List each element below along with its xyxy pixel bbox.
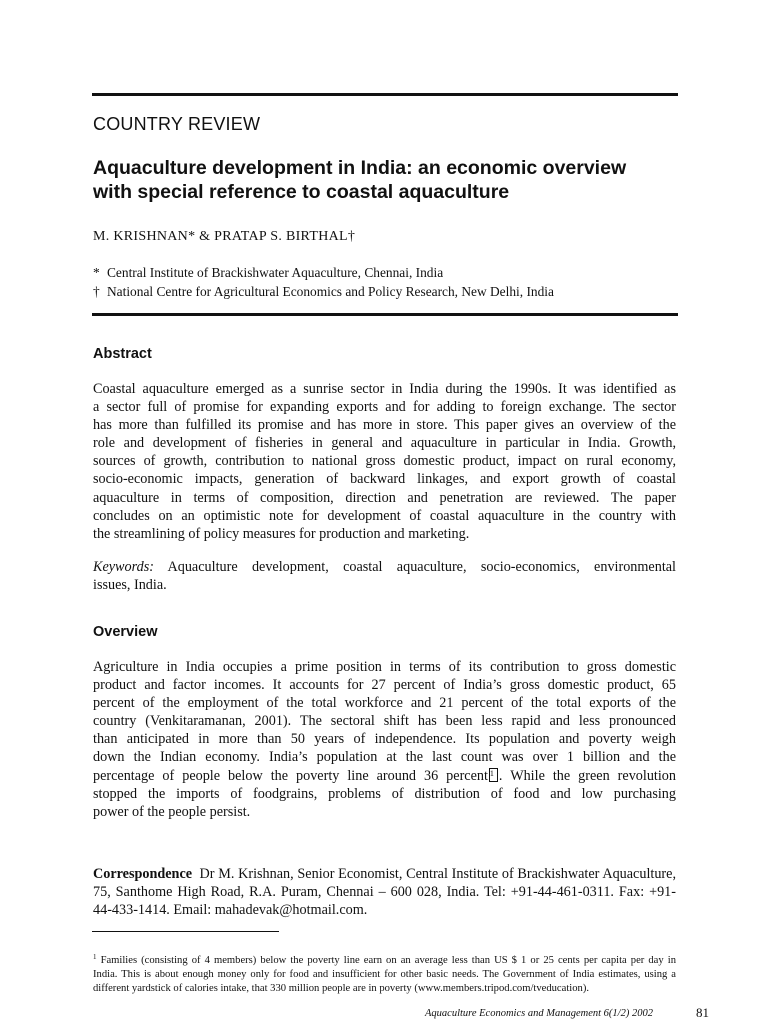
page-number: 81 <box>696 1005 709 1020</box>
header-divider <box>92 313 678 316</box>
overview-text: . While the green revolution <box>498 767 676 784</box>
abstract-line: aquaculture in terms of composition, direction and penetration are reviewed. The paper <box>93 489 676 506</box>
overview-body <box>93 658 676 821</box>
overview-text: percentage of people below the poverty line around 36 percent <box>93 767 488 784</box>
overview-line: country (Venkitaramanan, 2001). The sectoral shift has been less rapid and less pronounced <box>93 713 676 730</box>
keywords-text: Aquaculture development, coastal aquaculture, socio-economics, environmental <box>167 559 677 575</box>
running-footer: Aquaculture Economics and Management 6(1/2) 2002 <box>425 1008 653 1019</box>
affiliation-item <box>93 282 554 301</box>
footnote-reference-link[interactable]: 1 <box>489 768 498 782</box>
footnote-number: 1 <box>93 953 97 961</box>
paper-title <box>93 156 679 204</box>
keywords-line <box>93 558 676 576</box>
section-label: COUNTRY REVIEW <box>93 114 261 134</box>
overview-line: Agriculture in India occupies a prime position in terms of its contribution to gross domestic <box>93 659 676 675</box>
abstract-line: sources of growth, contribution to national gross domestic product, impact on rural economy, <box>93 453 676 470</box>
footnote-line: different yardstick of calories intake, that 330 million people are in poverty (www.members.tripod.com/tveducation). <box>93 983 589 994</box>
abstract-line: a sector full of promise for expanding exports and for adding to foreign exchange. The sector <box>93 399 676 416</box>
affiliation-text: National Centre for Agricultural Economics and Policy Research, New Delhi, India <box>107 284 554 299</box>
overview-line: down the Indian economy. India’s population at the last count was over 1 billion and the <box>93 749 676 766</box>
footnote-line <box>93 950 676 968</box>
correspondence <box>93 865 676 919</box>
footnote-text: Families (consisting of 4 members) below the poverty line earn on an average less than US $ 1 or 25 cents per capita per day in <box>100 955 676 966</box>
affiliation-item <box>93 263 554 282</box>
abstract-line: concludes on an optimistic note for development of coastal aquaculture in the country with <box>93 507 676 524</box>
correspondence-line: 44-433-1414. Email: mahadevak@hotmail.com. <box>93 902 368 919</box>
abstract-line: Coastal aquaculture emerged as a sunrise sector in India during the 1990s. It was identified as <box>93 381 676 397</box>
footnote-line: India. This is about enough money only for food and insufficient for other basic needs. The Government of India estimates, using a <box>93 969 676 980</box>
footnote <box>93 950 676 996</box>
affiliation-text: Central Institute of Brackishwater Aquaculture, Chennai, India <box>107 265 444 280</box>
keywords <box>93 558 676 594</box>
title-line: Aquaculture development in India: an economic overview <box>93 157 627 179</box>
keywords-label: Keywords: <box>93 559 154 575</box>
correspondence-label: Correspondence <box>93 866 193 882</box>
abstract-line: role and development of fisheries in general and aquaculture in particular in India. Growth, <box>93 435 676 452</box>
correspondence-text: Dr M. Krishnan, Senior Economist, Central Institute of Brackishwater Aquaculture, <box>199 866 676 882</box>
footnote-divider <box>92 931 279 932</box>
correspondence-line <box>93 865 676 883</box>
overview-line: stopped the imports of foodgrains, problems of distribution of food and low purchasing <box>93 785 676 802</box>
authors: M. KRISHNAN* & PRATAP S. BIRTHAL† <box>93 229 356 244</box>
affiliation-mark: * <box>93 265 100 280</box>
title-line: with special reference to coastal aquaculture <box>93 181 510 203</box>
abstract-heading: Abstract <box>93 346 152 362</box>
overview-line: percent of the employment of the total workforce and 21 percent of the total exports of the <box>93 695 676 712</box>
abstract-line: has more than fulfilled its promise and has more in store. This paper gives an overview of the <box>93 417 676 434</box>
top-rule <box>92 93 678 96</box>
affiliations <box>93 263 554 301</box>
abstract-body <box>93 380 676 543</box>
abstract-line: the streamlining of policy measures for production and marketing. <box>93 525 470 542</box>
abstract-line: socio-economic impacts, generation of backward linkages, and export growth of coastal <box>93 471 676 488</box>
overview-line: power of the people persist. <box>93 803 251 820</box>
affiliation-mark: † <box>93 284 100 299</box>
overview-heading: Overview <box>93 624 158 640</box>
overview-line: than anticipated in more than 50 years of independence. Its population and poverty weigh <box>93 731 676 748</box>
overview-line: product and factor incomes. It accounts for 27 percent of India’s gross domestic product, 65 <box>93 677 676 694</box>
correspondence-line: 75, Santhome High Road, R.A. Puram, Chennai – 600 028, India. Tel: +91-44-461-0311. Fax: +91- <box>93 884 676 901</box>
overview-line <box>93 767 676 785</box>
keywords-line: issues, India. <box>93 577 167 594</box>
